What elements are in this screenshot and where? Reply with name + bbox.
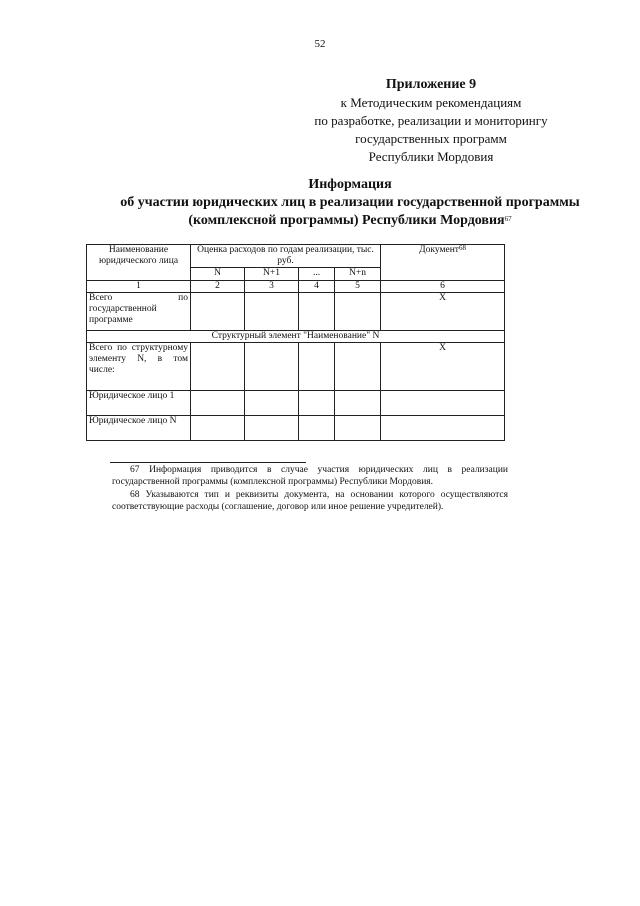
document-title — [80, 176, 620, 230]
header-year: ... — [299, 268, 335, 281]
mark-x: X — [381, 293, 505, 331]
mark-x: X — [381, 343, 505, 391]
section-title: Структурный элемент "Наименование" N — [87, 331, 505, 343]
legal-entities-table — [86, 244, 505, 441]
col-number: 5 — [335, 281, 381, 293]
appendix-title: Приложение 9 — [385, 77, 477, 92]
footnote: 68 Указываются тип и реквизиты документа, на основании которого осуществляются соответствующие расходы (соглашение, договор или иное решение учредителей). — [112, 490, 508, 512]
appendix-header — [300, 76, 562, 166]
entity-label: Юридическое лицо 1 — [87, 391, 191, 416]
appendix-line: Республики Мордовия — [368, 149, 494, 164]
footnote-ref: 67 — [504, 215, 512, 223]
title-line: (комплексной программы) Республики Мордовия$^{67}$ — [188, 213, 512, 228]
col-number: 1 — [87, 281, 191, 293]
total-element-label: Всего по структурному элементу N, в том числе: — [87, 343, 191, 391]
header-year: N+1 — [245, 268, 299, 281]
footnote: 67 Информация приводится в случае участия юридических лиц в реализации государственной программы (комплексной программы) Республики Мордовия. — [112, 465, 508, 487]
appendix-line: к Методическим рекомендациям — [340, 95, 522, 110]
table-row — [87, 293, 505, 331]
footnote-ref: 68 — [458, 244, 466, 252]
col-number: 4 — [299, 281, 335, 293]
header-entity: Наименование юридического лица — [87, 245, 191, 281]
footnote-divider — [110, 462, 306, 463]
page-number: 52 — [314, 38, 326, 50]
col-number: 3 — [245, 281, 299, 293]
table-row — [87, 391, 505, 416]
title-line: об участии юридических лиц в реализации государственной программы — [120, 195, 580, 210]
col-number: 6 — [381, 281, 505, 293]
entity-label: Юридическое лицо N — [87, 416, 191, 441]
footnotes — [112, 464, 508, 514]
table-row — [87, 343, 505, 391]
appendix-line: по разработке, реализации и мониторингу — [314, 113, 548, 128]
appendix-line: государственных программ — [355, 131, 507, 146]
title-line: Информация — [308, 177, 392, 192]
header-document: Документ$^{68}$ — [381, 245, 505, 281]
col-number: 2 — [191, 281, 245, 293]
total-program-label: Всего по государственной программе — [87, 293, 191, 331]
table-row — [87, 416, 505, 441]
header-year: N+n — [335, 268, 381, 281]
header-expenses: Оценка расходов по годам реализации, тыс. руб. — [191, 245, 381, 268]
header-year: N — [191, 268, 245, 281]
